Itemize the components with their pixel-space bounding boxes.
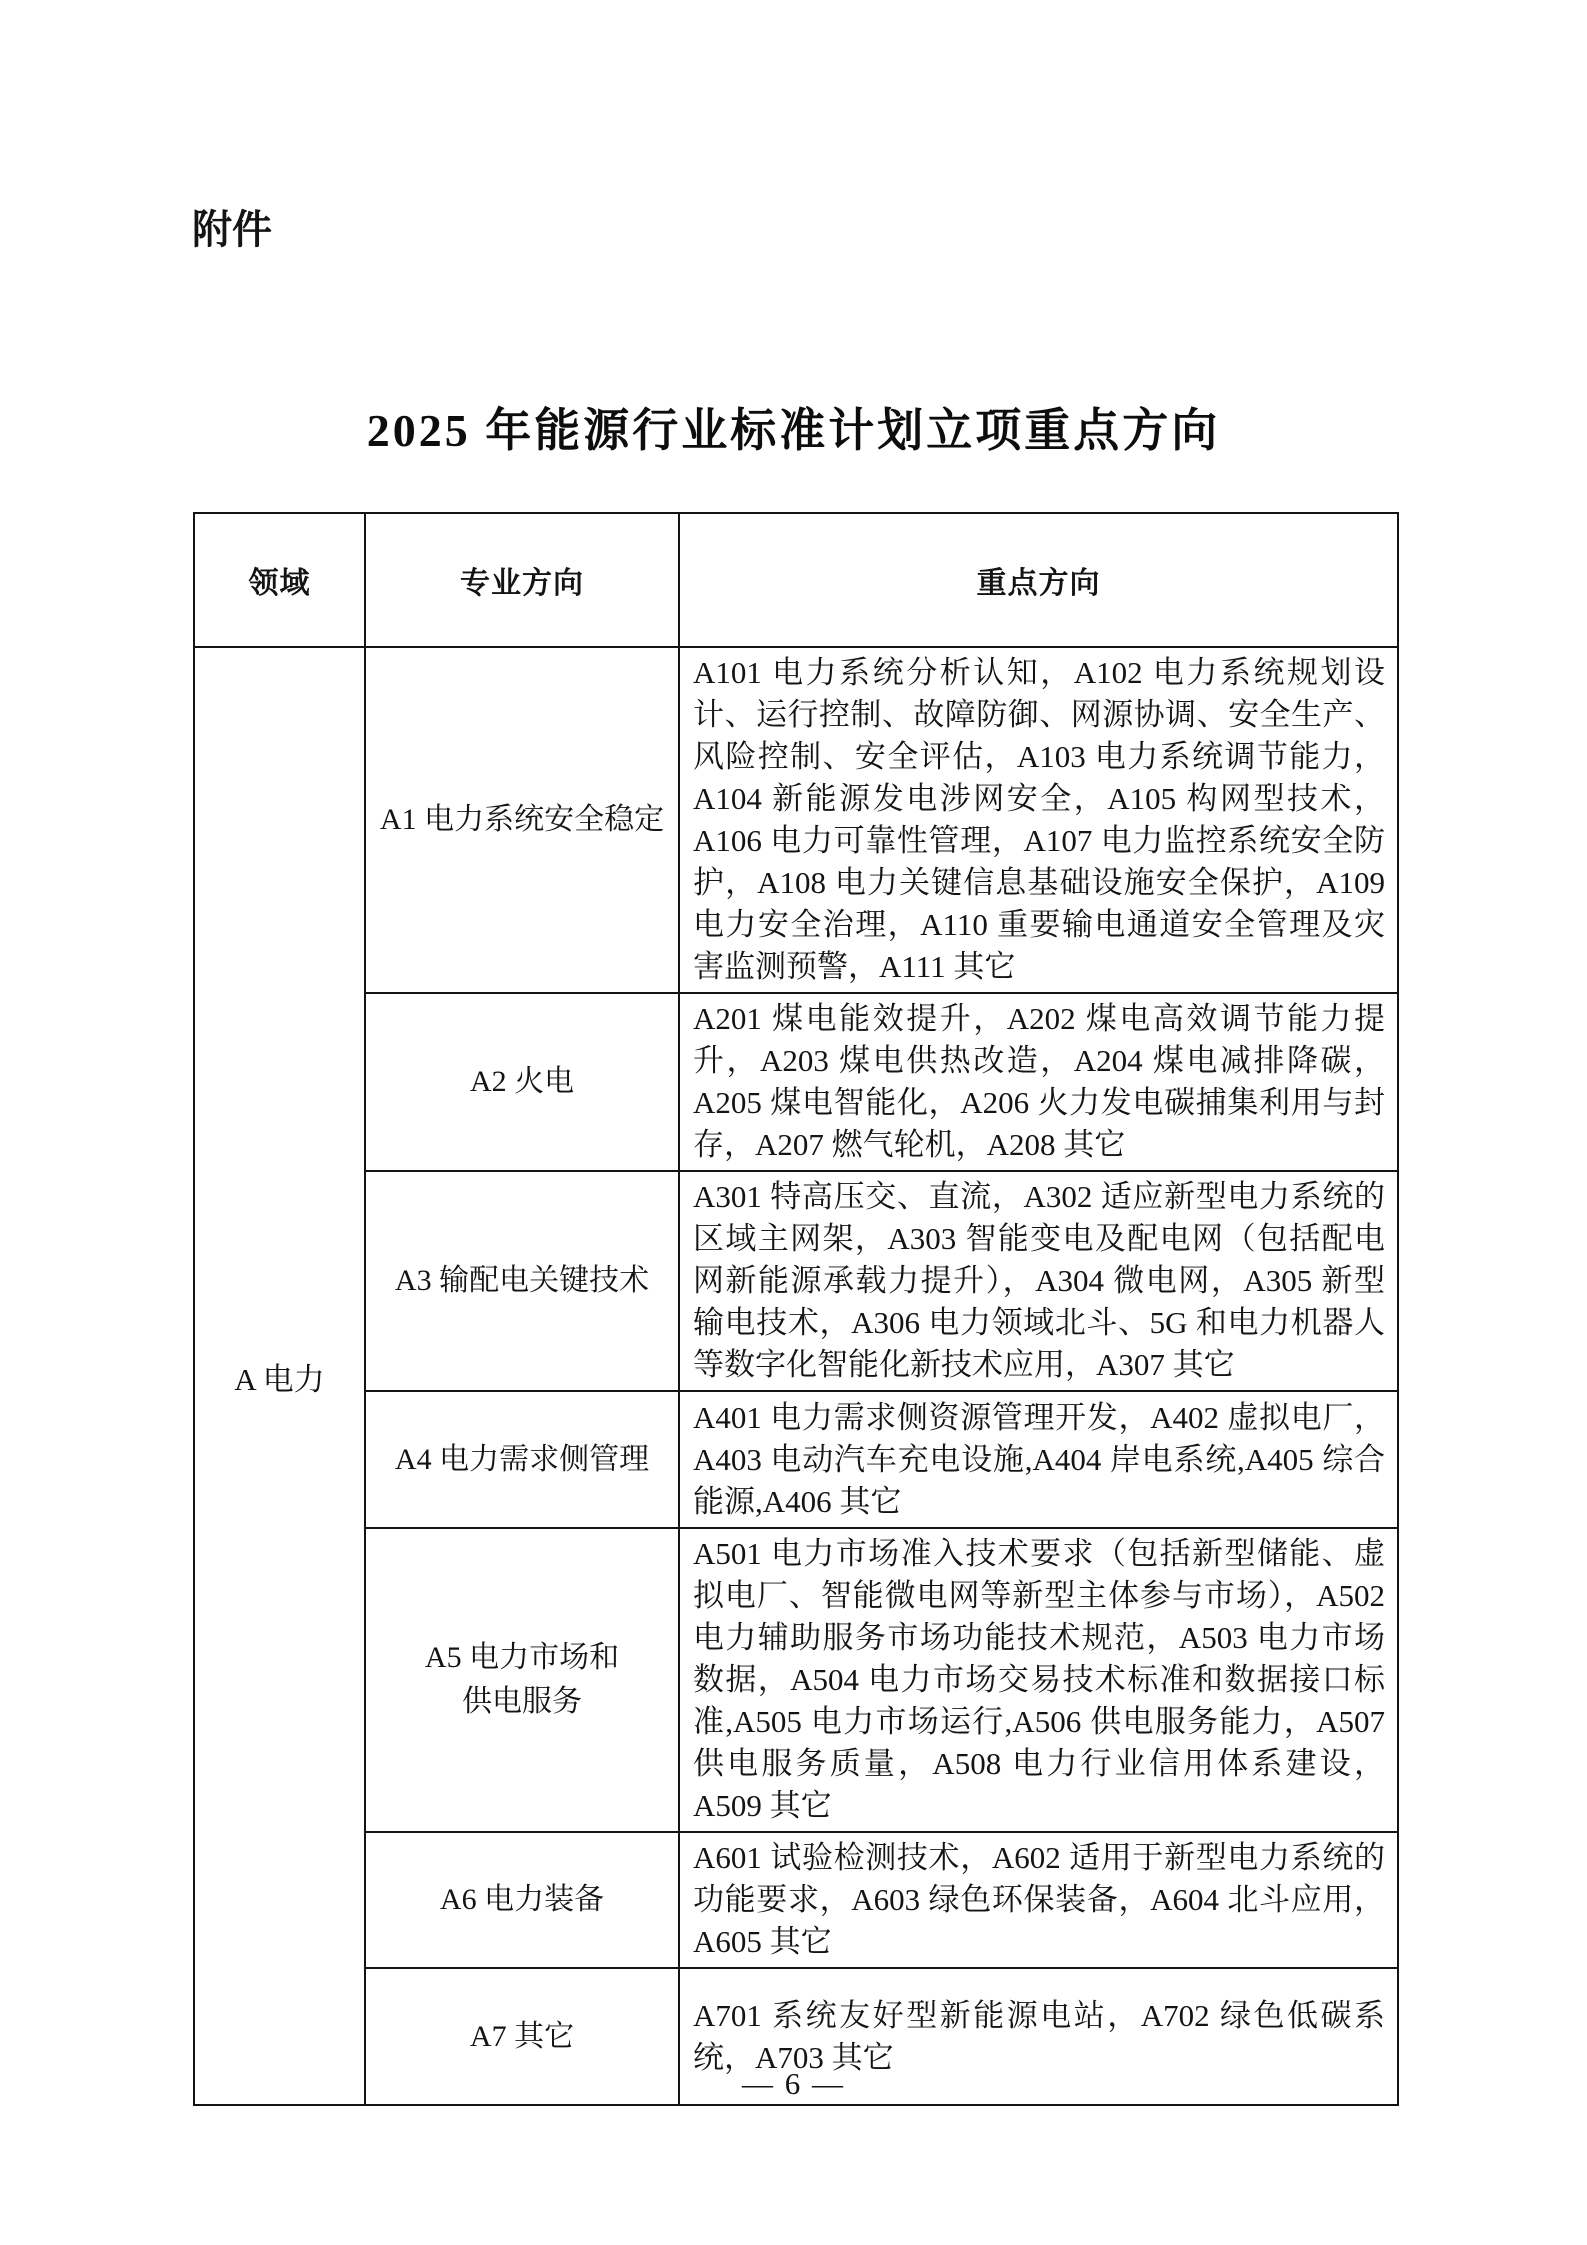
sub-direction-line: A5 电力市场和 — [424, 1641, 620, 1674]
sub-direction-line: 供电服务 — [462, 1685, 582, 1718]
focus-direction-cell: A401 电力需求侧资源管理开发，A402 虚拟电厂，A403 电动汽车充电设施,A404 岸电系统,A405 综合能源,A406 其它 — [679, 1391, 1398, 1528]
sub-direction-cell — [365, 1171, 679, 1391]
table-row — [194, 1171, 1398, 1391]
focus-direction-cell: A701 系统友好型新能源电站，A702 绿色低碳系统，A703 其它 — [679, 1968, 1398, 2105]
focus-direction-cell: A201 煤电能效提升，A202 煤电高效调节能力提升，A203 煤电供热改造，A204 煤电减排降碳，A205 煤电智能化，A206 火力发电碳捕集利用与封存，A207 燃气轮机，A208 其它 — [679, 993, 1398, 1171]
domain-cell: A 电力 — [194, 647, 365, 2105]
sub-direction-cell — [365, 1391, 679, 1528]
header-row — [194, 513, 1398, 647]
focus-direction-cell: A601 试验检测技术，A602 适用于新型电力系统的功能要求，A603 绿色环保装备，A604 北斗应用，A605 其它 — [679, 1832, 1398, 1968]
table-header — [194, 513, 1398, 647]
table-row — [194, 1528, 1398, 1832]
table-row — [194, 1832, 1398, 1968]
focus-direction-cell: A501 电力市场准入技术要求（包括新型储能、虚拟电厂、智能微电网等新型主体参与市场），A502 电力辅助服务市场功能技术规范，A503 电力市场数据，A504 电力市场交易技术标准和数据接口标准,A505 电力市场运行,A506 供电服务能力，A507 供电服务质量，A508 电力行业信用体系建设，A509 其它 — [679, 1528, 1398, 1832]
table-body — [194, 647, 1398, 2105]
header-domain: 领域 — [194, 513, 365, 647]
attachment-label: 附件 — [192, 208, 272, 252]
sub-direction-line: A7 其它 — [469, 2019, 575, 2053]
focus-direction-cell: A301 特高压交、直流，A302 适应新型电力系统的区域主网架，A303 智能变电及配电网（包括配电网新能源承载力提升），A304 微电网，A305 新型输电技术，A306 电力领域北斗、5G 和电力机器人等数字化智能化新技术应用，A307 其它 — [679, 1171, 1398, 1391]
focus-direction-cell: A101 电力系统分析认知，A102 电力系统规划设计、运行控制、故障防御、网源协调、安全生产、风险控制、安全评估，A103 电力系统调节能力，A104 新能源发电涉网安全，A105 构网型技术，A106 电力可靠性管理，A107 电力监控系统安全防护，A108 电力关键信息基础设施安全保护，A109 电力安全治理，A110 重要输电通道安全管理及灾害监测预警，A111 其它 — [679, 647, 1398, 993]
sub-direction-line: A1 电力系统安全稳定 — [379, 803, 665, 836]
sub-direction-line: A4 电力需求侧管理 — [394, 1442, 650, 1476]
directions-table — [193, 512, 1399, 2106]
sub-direction-cell — [365, 1528, 679, 1832]
sub-direction-line: A6 电力装备 — [439, 1883, 605, 1916]
sub-direction-cell — [365, 993, 679, 1171]
sub-direction-line: A3 输配电关键技术 — [394, 1264, 650, 1297]
page-title: 2025 年能源行业标准计划立项重点方向 — [366, 405, 1221, 456]
header-sub-direction: 专业方向 — [365, 513, 679, 647]
header-focus-direction: 重点方向 — [679, 513, 1398, 647]
sub-direction-line: A2 火电 — [469, 1065, 575, 1098]
sub-direction-cell — [365, 1832, 679, 1968]
sub-direction-cell — [365, 647, 679, 993]
table-row — [194, 993, 1398, 1171]
table-row — [194, 1391, 1398, 1528]
page-number: — 6 — — [742, 2066, 845, 2101]
table-row — [194, 647, 1398, 993]
